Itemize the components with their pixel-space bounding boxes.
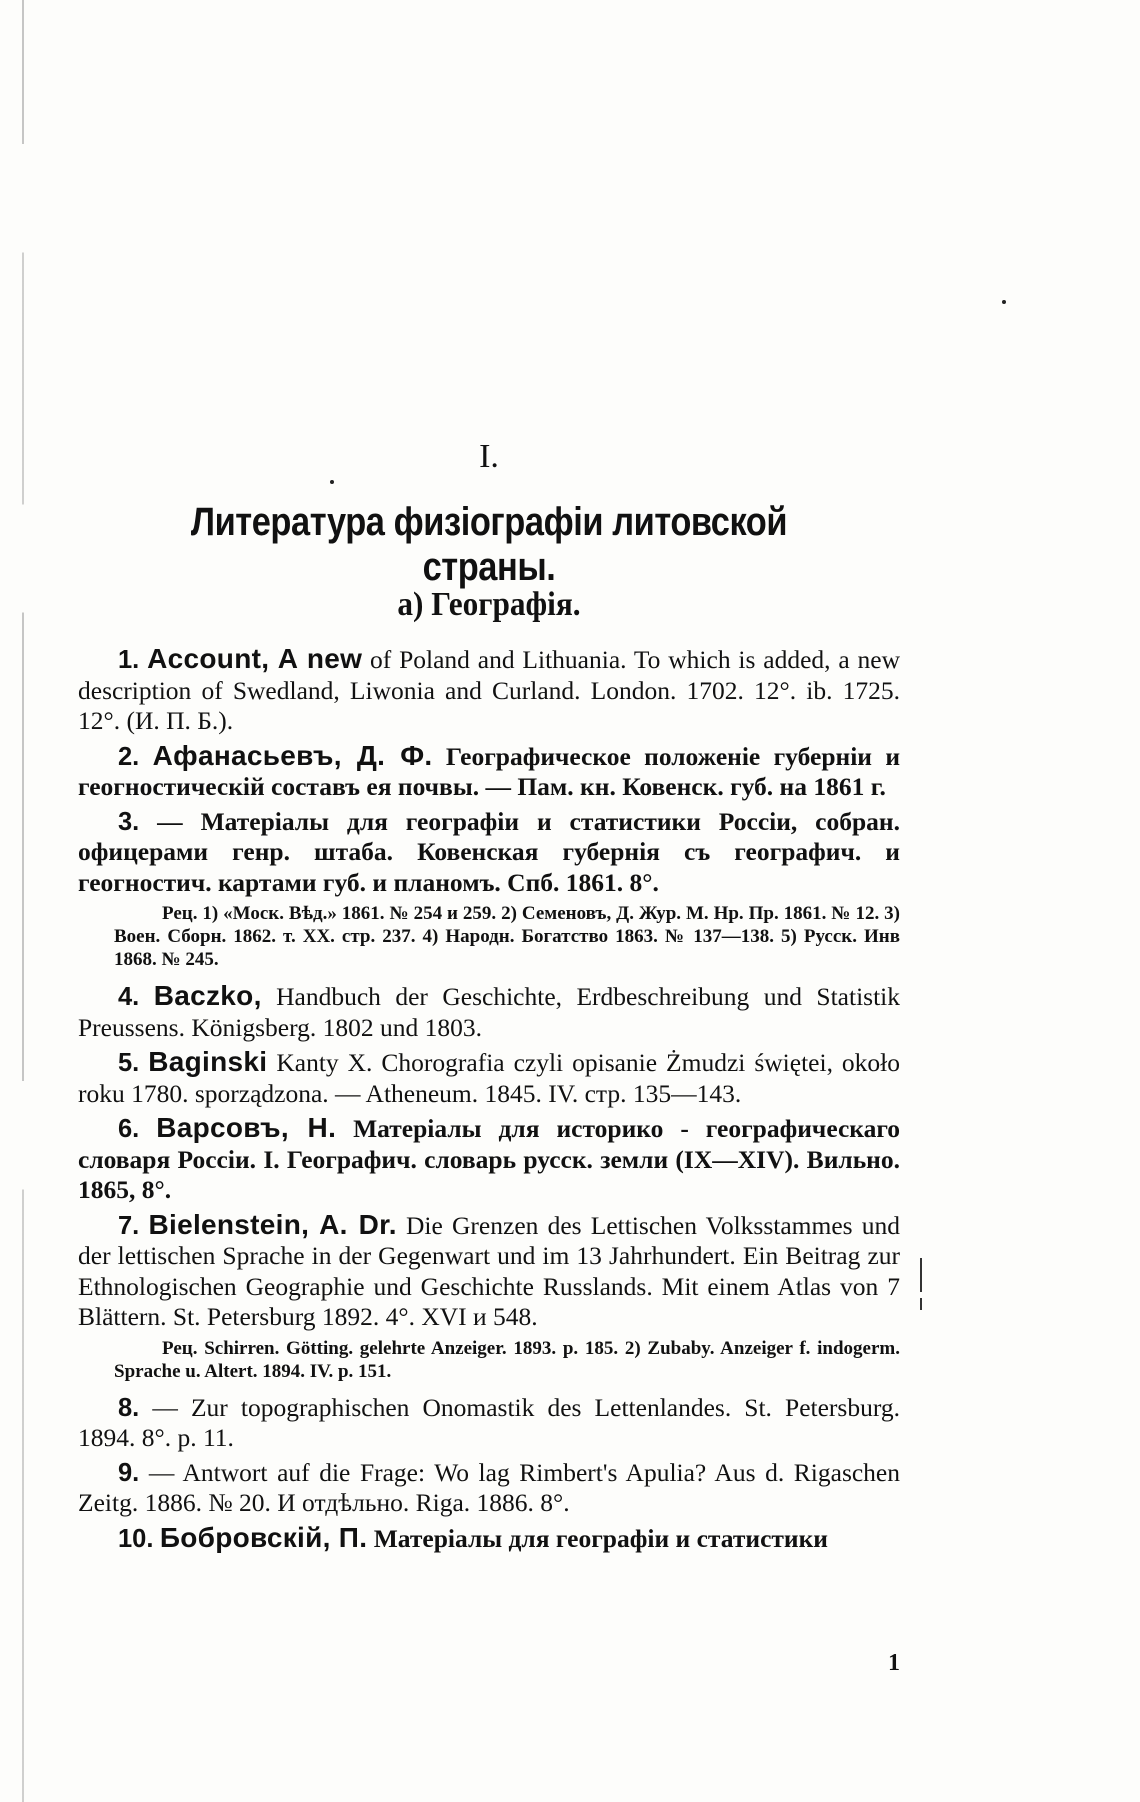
entry-text: Handbuch der Geschichte, Erdbeschreibung und Statistik Preussens. Königsberg. 1802 und 1803. <box>78 982 900 1042</box>
bibliography-entry <box>78 1210 900 1333</box>
margin-mark <box>920 1298 922 1310</box>
entry-author: Bielenstein, A. Dr. <box>148 1208 397 1240</box>
entry-text: Матеріалы для географіи и статистики <box>367 1523 828 1553</box>
section-title: Литература физіографіи литовской страны. <box>190 500 788 589</box>
entry-author: Baginski <box>148 1046 268 1077</box>
review-note: Рец. Schirren. Götting. gelehrte Anzeiger. 1893. p. 185. 2) Zubaby. Anzeiger f. indogerm. Sprache u. Altert. 1894. IV. p. 151. <box>114 1337 900 1382</box>
margin-mark <box>920 1258 922 1292</box>
bibliography-entry <box>78 1393 900 1454</box>
entry-text: Die Grenzen des Lettischen Volksstammes und der lettischen Sprache in der Gegenwart und im 13 Jahrhundert. Ein Beitrag zur Ethnologischen Geographie und Geschichte Russlands. Mit einem Atlas von 7 Blättern. St. Petersburg 1892. 4°. XVI и 548. <box>78 1210 900 1331</box>
entry-number: 7. <box>118 1211 140 1240</box>
page-number: 1 <box>888 1650 900 1676</box>
speck <box>1002 300 1006 304</box>
entry-number: 4. <box>118 983 140 1011</box>
review-note: Рец. 1) «Моск. Вѣд.» 1861. № 254 и 259. 2) Семеновъ, Д. Жур. М. Нр. Пр. 1861. № 12. 3) Воен. Сборн. 1862. т. XX. стр. 237. 4) Народн. Богатство 1863. № 137—138. 5) Русск. Инв 1868. № 245. <box>114 903 900 970</box>
entry-number: 2. <box>118 742 140 771</box>
bibliography-entry <box>78 1047 900 1109</box>
bibliography-entry <box>78 644 900 737</box>
entry-text: — Матеріалы для географіи и статистики Россіи, собран. офицерами генр. штаба. Ковенская губернія съ географич. и геогностич. картами губ. и планомъ. Спб. 1861. 8°. <box>78 806 900 897</box>
scan-edge-shadow <box>22 0 24 1802</box>
entry-author: Account, A new <box>147 643 363 674</box>
entry-text: of Poland and Lithuania. To which is added, a new description of Swedland, Liwonia and Curland. London. 1702. 12°. ib. 1725. 12°. (И. П. Б.). <box>78 645 901 735</box>
subsection-heading: а) Географія. <box>397 586 581 623</box>
entry-number: 3. <box>118 807 140 836</box>
entry-author: Бобровскій, П. <box>159 1521 368 1553</box>
bibliography-entry <box>78 807 900 899</box>
bibliography-entry <box>78 741 900 803</box>
section-number: I. <box>479 438 499 475</box>
entry-text: Географическое положеніе губерніи и геогностическій составъ ея почвы. — Пам. кн. Ковенск. губ. на 1861 г. <box>78 741 901 801</box>
bibliography-entry <box>78 981 900 1043</box>
bibliography-entry <box>78 1523 900 1555</box>
entry-number: 1. <box>118 646 140 674</box>
entry-number: 8. <box>118 1393 140 1422</box>
bibliography-entry <box>78 1113 900 1206</box>
entry-number: 6. <box>118 1115 140 1143</box>
bibliography-entry <box>78 1458 900 1519</box>
entry-text: Kanty X. Chorografia czyli opisanie Żmudzi świętei, około roku 1780. sporządzona. — Atheneum. 1845. IV. стр. 135—143. <box>78 1048 901 1108</box>
entry-author: Варсовъ, Н. <box>156 1112 337 1143</box>
speck <box>330 480 334 484</box>
entry-text: — Zur topographischen Onomastik des Lettenlandes. St. Petersburg. 1894. 8°. p. 11. <box>78 1392 900 1452</box>
bibliography-list <box>78 644 900 1558</box>
entry-author: Афанасьевъ, Д. Ф. <box>152 739 433 771</box>
entry-text: Матеріалы для историко - географическаго словаря Россіи. I. Географич. словарь русск. земли (IX—XIV). Вильно. 1865, 8°. <box>78 1114 901 1204</box>
entry-number: 10. <box>118 1524 154 1553</box>
entry-number: 5. <box>118 1049 140 1077</box>
entry-number: 9. <box>118 1458 140 1487</box>
entry-author: Baczko, <box>153 980 262 1011</box>
entry-text: — Antwort auf die Frage: Wo lag Rimbert's Apulia? Aus d. Rigaschen Zeitg. 1886. № 20. И отдѣльно. Riga. 1886. 8°. <box>78 1457 900 1517</box>
